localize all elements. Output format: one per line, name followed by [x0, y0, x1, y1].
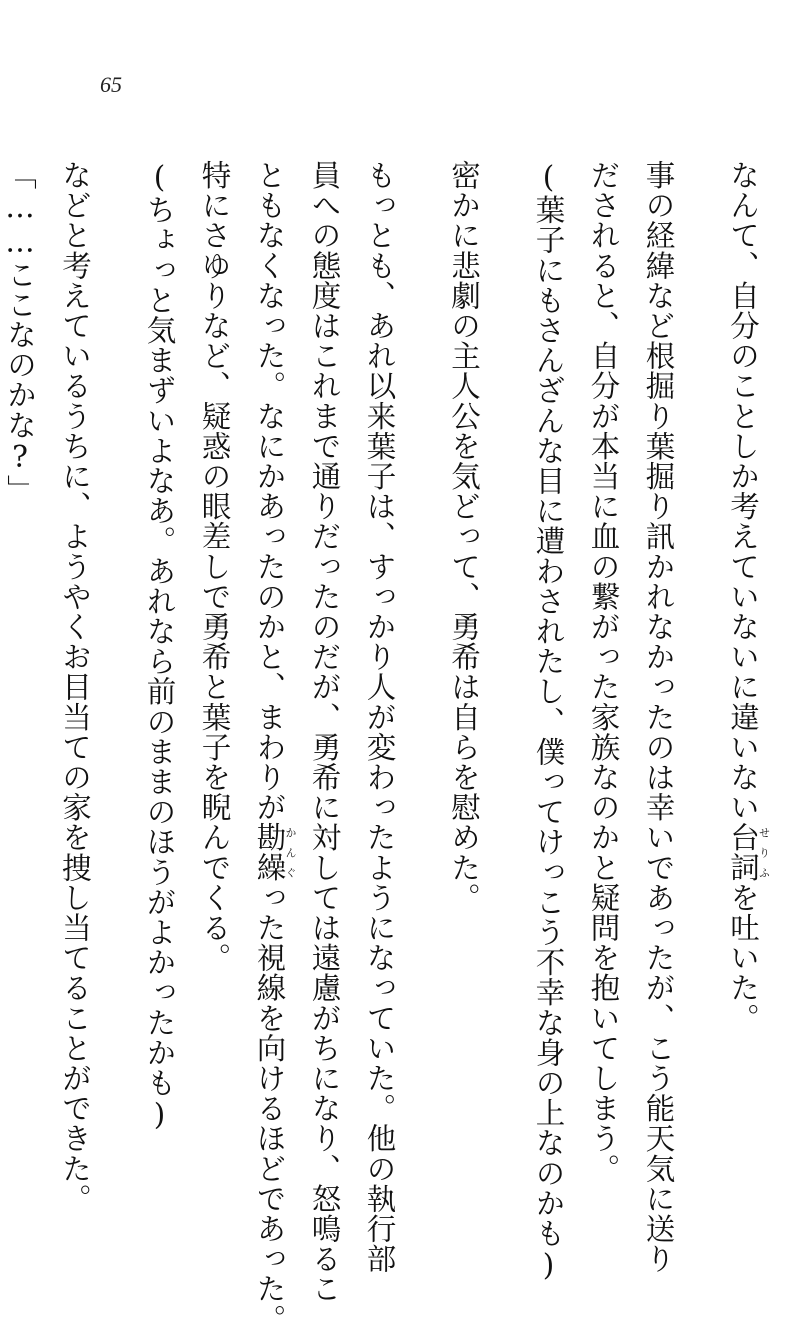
text-line-11: などと考えているうちに、ようやくお目当ての家を捜し当てることができた。 [58, 160, 92, 1214]
text-line-4: (葉子にもさんざんな目に遭わされたし、僕ってけっこう不幸な身の上なのかも) [531, 160, 566, 1283]
text-line-1: なんて、自分のことしか考えていないに違いない台詞せりふを吐いた。 [726, 160, 771, 1033]
text-line-12: 「……ここなのかな?」 [3, 160, 37, 505]
text-line-5: 密かに悲劇の主人公を気どって、勇希は自らを慰めた。 [447, 160, 481, 913]
text-line-9: 特にさゆりなど、疑惑の眼差しで勇希と葉子を睨んでくる。 [197, 160, 232, 973]
text-line-3: だされると、自分が本当に血の繋がった家族なのかと疑問を抱いてしまう。 [586, 160, 621, 1184]
text-line-10: (ちょっと気まずいよなあ。あれなら前のままのほうがよかったかも) [142, 160, 177, 1133]
text-line-7: 員への態度はこれまで通りだったのだが、勇希に対しては遠慮がちになり、怒鳴るこ [307, 160, 342, 1304]
page-number: 65 [100, 72, 122, 97]
text-line-8: ともなくなった。なにかあったのかと、まわりが勘繰かんぐった視線を向けるほどであった。 [252, 160, 297, 1334]
text-line-2: 事の経緯など根掘り葉掘り訊かれなかったのは幸いであったが、こう能天気に送り [641, 160, 676, 1274]
text-line-6: もっとも、あれ以来葉子は、すっかり人が変わったようになっていた。他の執行部 [362, 160, 397, 1274]
vertical-text-body [3, 160, 771, 1334]
